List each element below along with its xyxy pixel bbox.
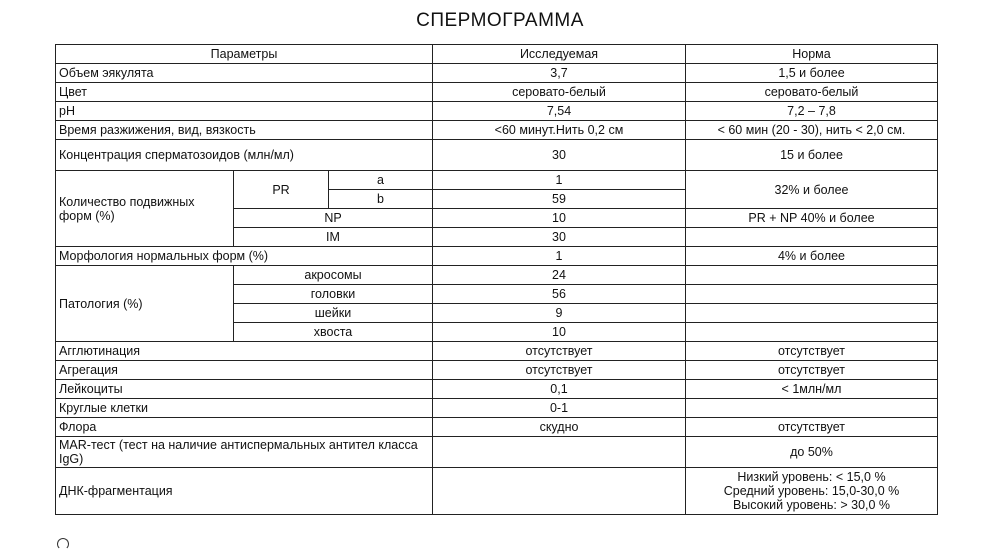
row-mar xyxy=(56,437,938,468)
label-morphology: Морфология нормальных форм (%) xyxy=(56,247,433,266)
value-liquefaction: <60 минут.Нить 0,2 см xyxy=(433,121,686,140)
label-dna: ДНК-фрагментация xyxy=(56,468,433,515)
label-im: IM xyxy=(234,228,433,247)
row-motility-a xyxy=(56,171,938,190)
label-b: b xyxy=(329,190,433,209)
label-leukocytes: Лейкоциты xyxy=(56,380,433,399)
value-morphology: 1 xyxy=(433,247,686,266)
norm-dna-low: Низкий уровень: < 15,0 % xyxy=(737,470,886,484)
value-a: 1 xyxy=(433,171,686,190)
header-params: Параметры xyxy=(56,45,433,64)
value-ph: 7,54 xyxy=(433,102,686,121)
value-im: 30 xyxy=(433,228,686,247)
page-title: СПЕРМОГРАММА xyxy=(416,10,584,31)
label-round-cells: Круглые клетки xyxy=(56,399,433,418)
label-flora: Флора xyxy=(56,418,433,437)
row-color xyxy=(56,83,938,102)
label-pathology: Патология (%) xyxy=(56,266,234,342)
value-dna xyxy=(433,468,686,515)
table-header-row xyxy=(56,45,938,64)
norm-agglutination: отсутствует xyxy=(686,342,938,361)
norm-leukocytes: < 1млн/мл xyxy=(686,380,938,399)
value-leukocytes: 0,1 xyxy=(433,380,686,399)
value-np: 10 xyxy=(433,209,686,228)
norm-color: серовато-белый xyxy=(686,83,938,102)
value-acrosome: 24 xyxy=(433,266,686,285)
norm-dna xyxy=(686,468,938,515)
label-a: a xyxy=(329,171,433,190)
row-agglutination xyxy=(56,342,938,361)
row-aggregation xyxy=(56,361,938,380)
value-b: 59 xyxy=(433,190,686,209)
label-pr: PR xyxy=(234,171,329,209)
row-round-cells xyxy=(56,399,938,418)
norm-liquefaction: < 60 мин (20 - 30), нить < 2,0 см. xyxy=(686,121,938,140)
value-volume: 3,7 xyxy=(433,64,686,83)
row-leukocytes xyxy=(56,380,938,399)
header-norm: Норма xyxy=(686,45,938,64)
label-concentration: Концентрация сперматозоидов (млн/мл) xyxy=(56,140,433,171)
norm-concentration: 15 и более xyxy=(686,140,938,171)
norm-flora: отсутствует xyxy=(686,418,938,437)
label-volume: Объем эякулята xyxy=(56,64,433,83)
norm-np: PR + NP 40% и более xyxy=(686,209,938,228)
value-aggregation: отсутствует xyxy=(433,361,686,380)
value-necks: 9 xyxy=(433,304,686,323)
norm-round-cells xyxy=(686,399,938,418)
row-flora xyxy=(56,418,938,437)
norm-volume: 1,5 и более xyxy=(686,64,938,83)
label-heads: головки xyxy=(234,285,433,304)
norm-dna-mid: Средний уровень: 15,0-30,0 % xyxy=(723,484,900,498)
row-liquefaction xyxy=(56,121,938,140)
norm-heads xyxy=(686,285,938,304)
norm-necks xyxy=(686,304,938,323)
norm-aggregation: отсутствует xyxy=(686,361,938,380)
label-acrosome: акросомы xyxy=(234,266,433,285)
label-mar: MAR-тест (тест на наличие антиспермальных антител класса IgG) xyxy=(56,437,433,468)
norm-dna-high: Высокий уровень: > 30,0 % xyxy=(732,498,891,512)
label-agglutination: Агглютинация xyxy=(56,342,433,361)
row-volume xyxy=(56,64,938,83)
label-necks: шейки xyxy=(234,304,433,323)
norm-morphology: 4% и более xyxy=(686,247,938,266)
row-dna xyxy=(56,468,938,515)
value-heads: 56 xyxy=(433,285,686,304)
norm-tails xyxy=(686,323,938,342)
norm-im xyxy=(686,228,938,247)
norm-acrosome xyxy=(686,266,938,285)
row-ph xyxy=(56,102,938,121)
norm-pr: 32% и более xyxy=(686,171,938,209)
label-liquefaction: Время разжижения, вид, вязкость xyxy=(56,121,433,140)
label-aggregation: Агрегация xyxy=(56,361,433,380)
value-flora: скудно xyxy=(433,418,686,437)
label-color: Цвет xyxy=(56,83,433,102)
value-agglutination: отсутствует xyxy=(433,342,686,361)
value-tails: 10 xyxy=(433,323,686,342)
header-studied: Исследуемая xyxy=(433,45,686,64)
row-morphology xyxy=(56,247,938,266)
row-concentration xyxy=(56,140,938,171)
label-tails: хвоста xyxy=(234,323,433,342)
row-pathology-acrosome xyxy=(56,266,938,285)
norm-ph: 7,2 – 7,8 xyxy=(686,102,938,121)
label-motility: Количество подвижных форм (%) xyxy=(56,171,234,247)
label-np: NP xyxy=(234,209,433,228)
value-color: серовато-белый xyxy=(433,83,686,102)
spermogram-table xyxy=(55,44,938,515)
label-ph: pH xyxy=(56,102,433,121)
value-mar xyxy=(433,437,686,468)
cut-off-glyph xyxy=(57,538,69,550)
norm-mar: до 50% xyxy=(686,437,938,468)
value-concentration: 30 xyxy=(433,140,686,171)
value-round-cells: 0-1 xyxy=(433,399,686,418)
